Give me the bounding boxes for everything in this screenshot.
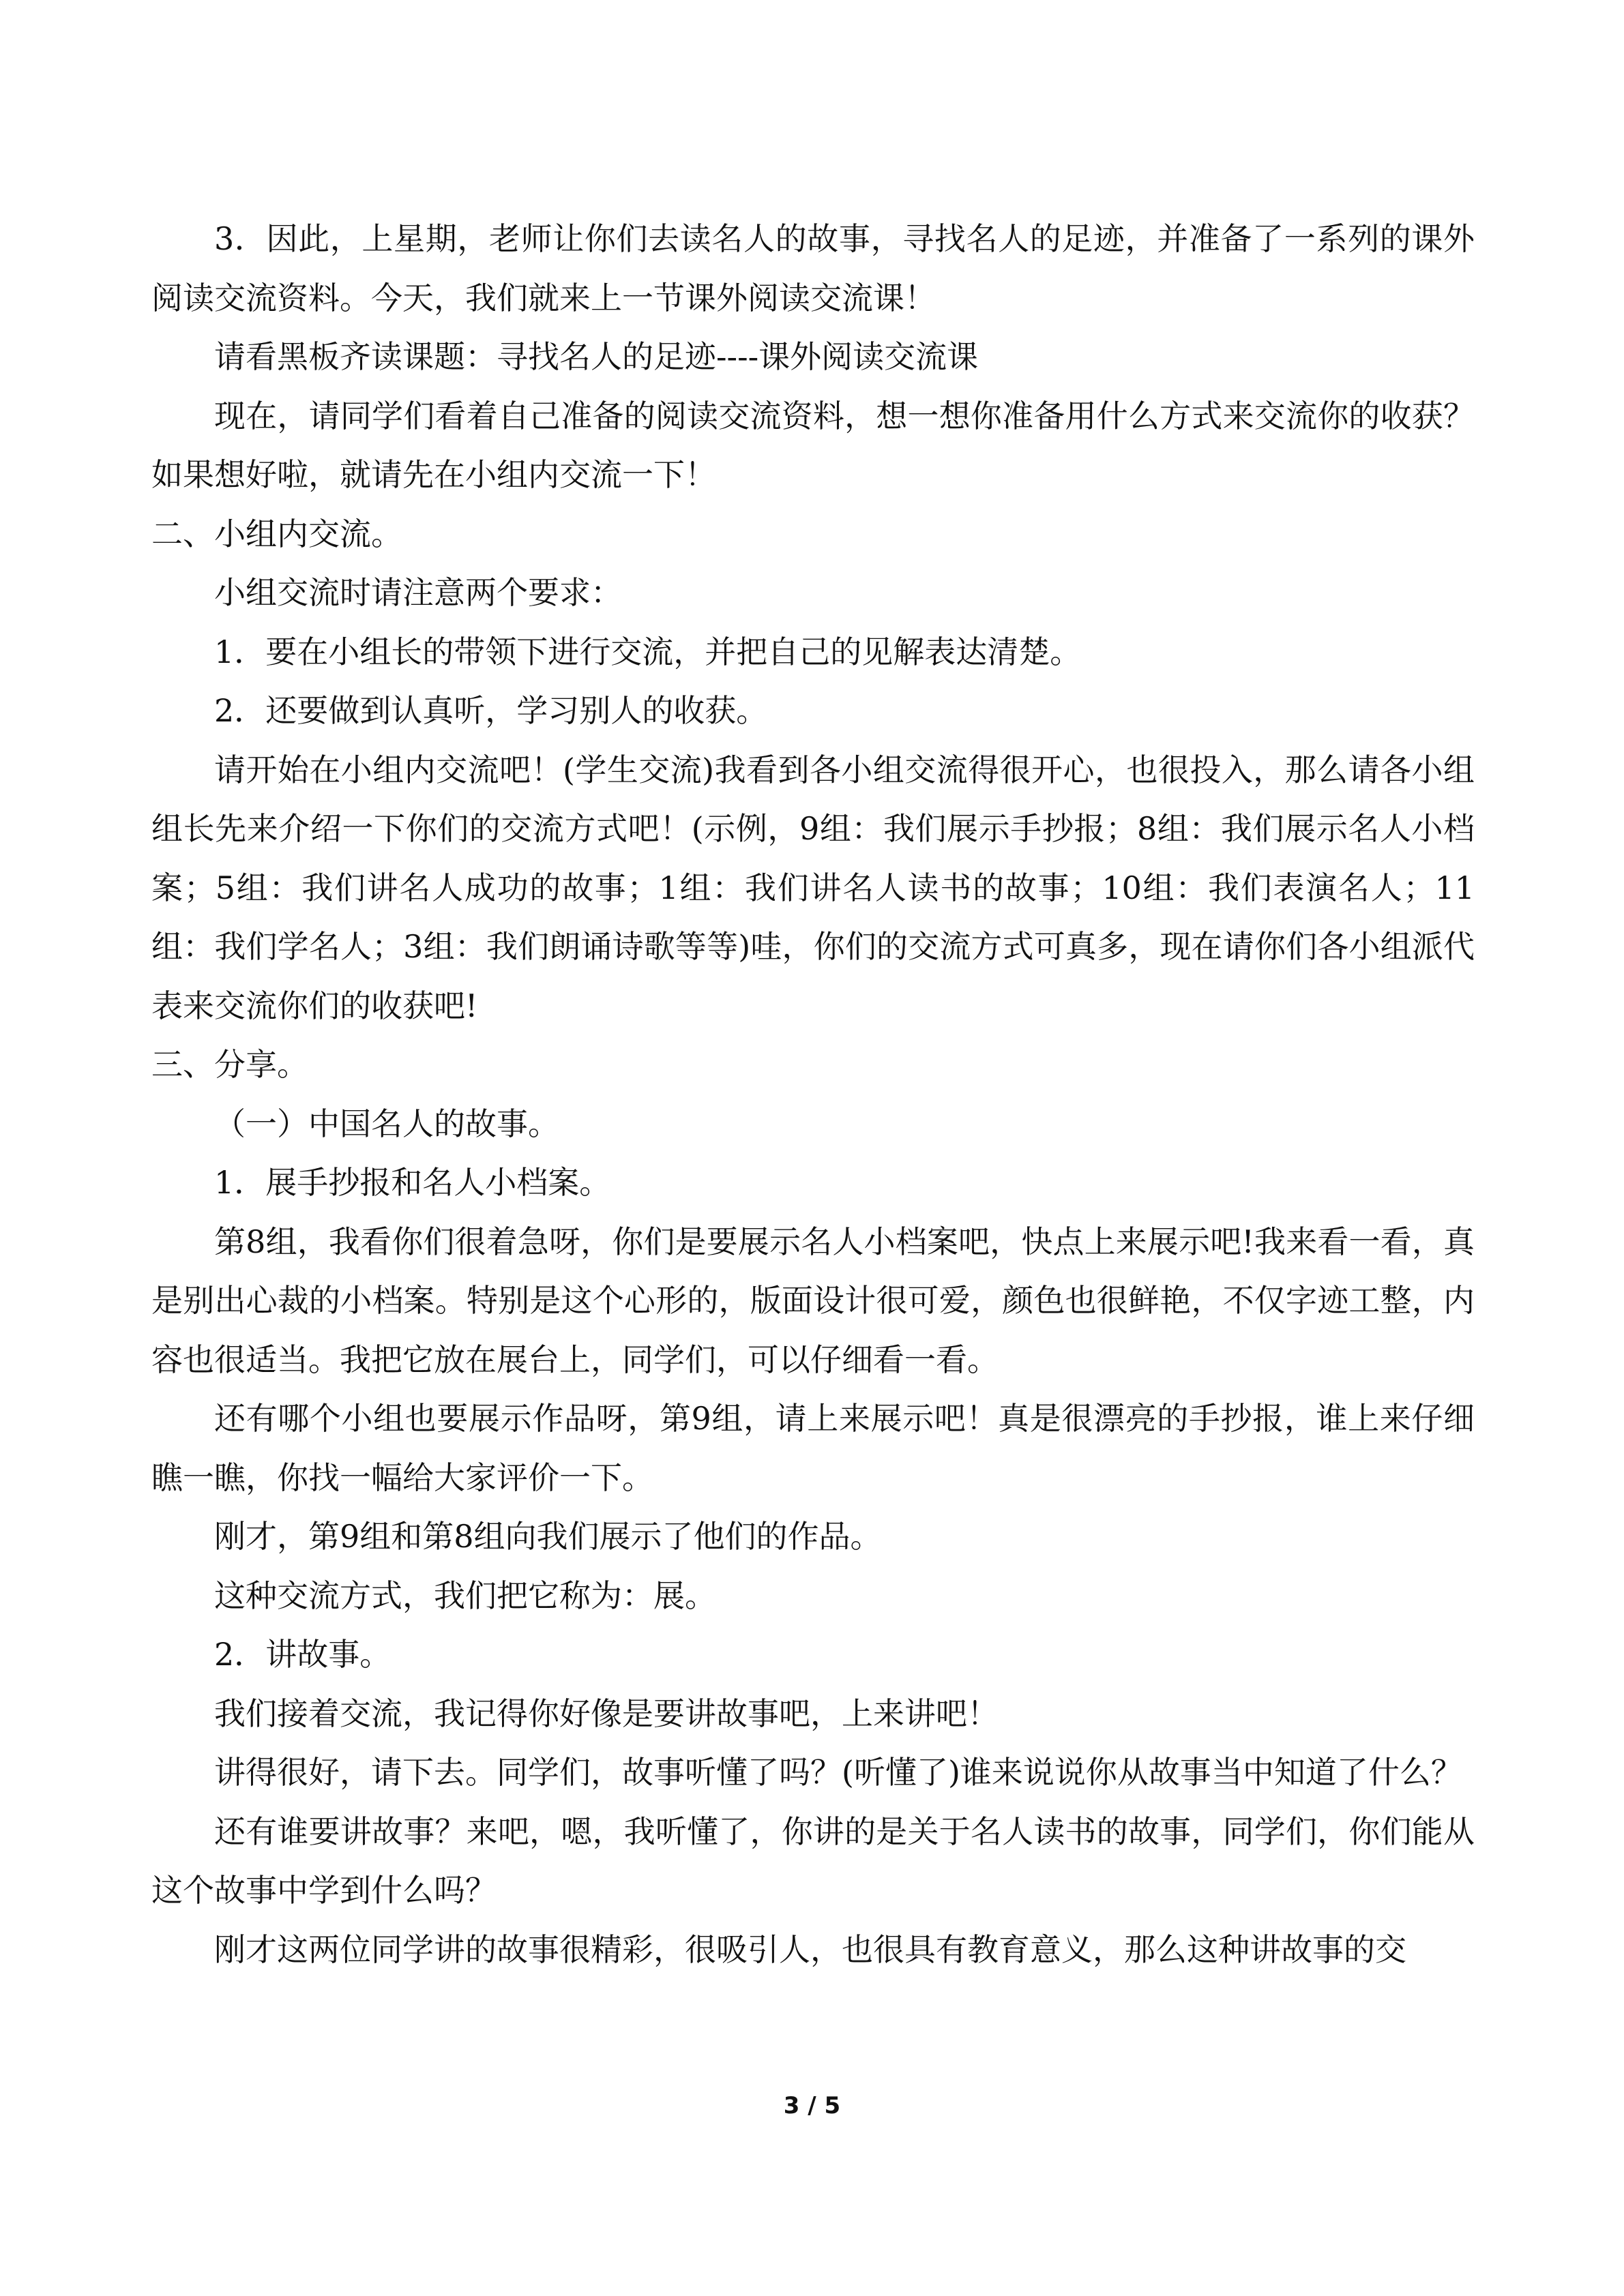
paragraph: 第8组，我看你们很着急呀，你们是要展示名人小档案吧，快点上来展示吧!我来看一看，真是别出心裁的小档案。特别是这个心形的，版面设计很可爱，颜色也很鲜艳，不仅字迹工整，内容也很适当。我把它放在展台上，同学们，可以仔细看一看。 <box>151 1223 1475 1378</box>
paragraph: 刚才这两位同学讲的故事很精彩，很吸引人，也很具有教育意义，那么这种讲故事的交 <box>214 1930 1406 1968</box>
section-heading: 三、分享。 <box>151 1046 308 1083</box>
list-item: 1．要在小组长的带领下进行交流，并把自己的见解表达清楚。 <box>214 633 1082 670</box>
page-number: 3 / 5 <box>783 2092 841 2119</box>
paragraph: 现在，请同学们看着自己准备的阅读交流资料，想一想你准备用什么方式来交流你的收获？如果想好啦，就请先在小组内交流一下！ <box>151 397 1475 493</box>
list-item: 2．还要做到认真听，学习别人的收获。 <box>214 692 768 729</box>
paragraph: 这种交流方式，我们把它称为：展。 <box>214 1577 716 1614</box>
paragraph: 请看黑板齐读课题：寻找名人的足迹----课外阅读交流课 <box>214 338 979 375</box>
paragraph: 请开始在小组内交流吧！(学生交流)我看到各小组交流得很开心，也很投入，那么请各小组组长先来介绍一下你们的交流方式吧！(示例，9组：我们展示手抄报；8组：我们展示名人小档案；5组：我们讲名人成功的故事；1组：我们讲名人读书的故事；10组：我们表演名人；11组：我们学名人；3组：我们朗诵诗歌等等)哇，你们的交流方式可真多，现在请你们各小组派代表来交流你们的收获吧! <box>151 751 1475 1024</box>
paragraph: 小组交流时请注意两个要求： <box>214 574 622 611</box>
paragraph: 刚才，第9组和第8组向我们展示了他们的作品。 <box>214 1518 882 1555</box>
paragraph: 讲得很好，请下去。同学们，故事听懂了吗？(听懂了)谁来说说你从故事当中知道了什么？ <box>214 1754 1462 1791</box>
section-heading: 二、小组内交流。 <box>151 515 402 552</box>
document-body <box>151 209 1475 1979</box>
list-item: 1．展手抄报和名人小档案。 <box>214 1164 611 1201</box>
paragraph: 还有哪个小组也要展示作品呀，第9组，请上来展示吧！真是很漂亮的手抄报，谁上来仔细瞧一瞧，你找一幅给大家评价一下。 <box>151 1400 1475 1496</box>
paragraph: 3．因此，上星期，老师让你们去读名人的故事，寻找名人的足迹，并准备了一系列的课外阅读交流资料。今天，我们就来上一节课外阅读交流课！ <box>151 220 1475 316</box>
paragraph: 我们接着交流，我记得你好像是要讲故事吧，上来讲吧！ <box>214 1695 999 1732</box>
subsection-heading: （一）中国名人的故事。 <box>214 1105 559 1142</box>
paragraph: 还有谁要讲故事？来吧，嗯，我听懂了，你讲的是关于名人读书的故事，同学们，你们能从这个故事中学到什么吗？ <box>151 1813 1475 1909</box>
list-item: 2．讲故事。 <box>214 1636 392 1673</box>
